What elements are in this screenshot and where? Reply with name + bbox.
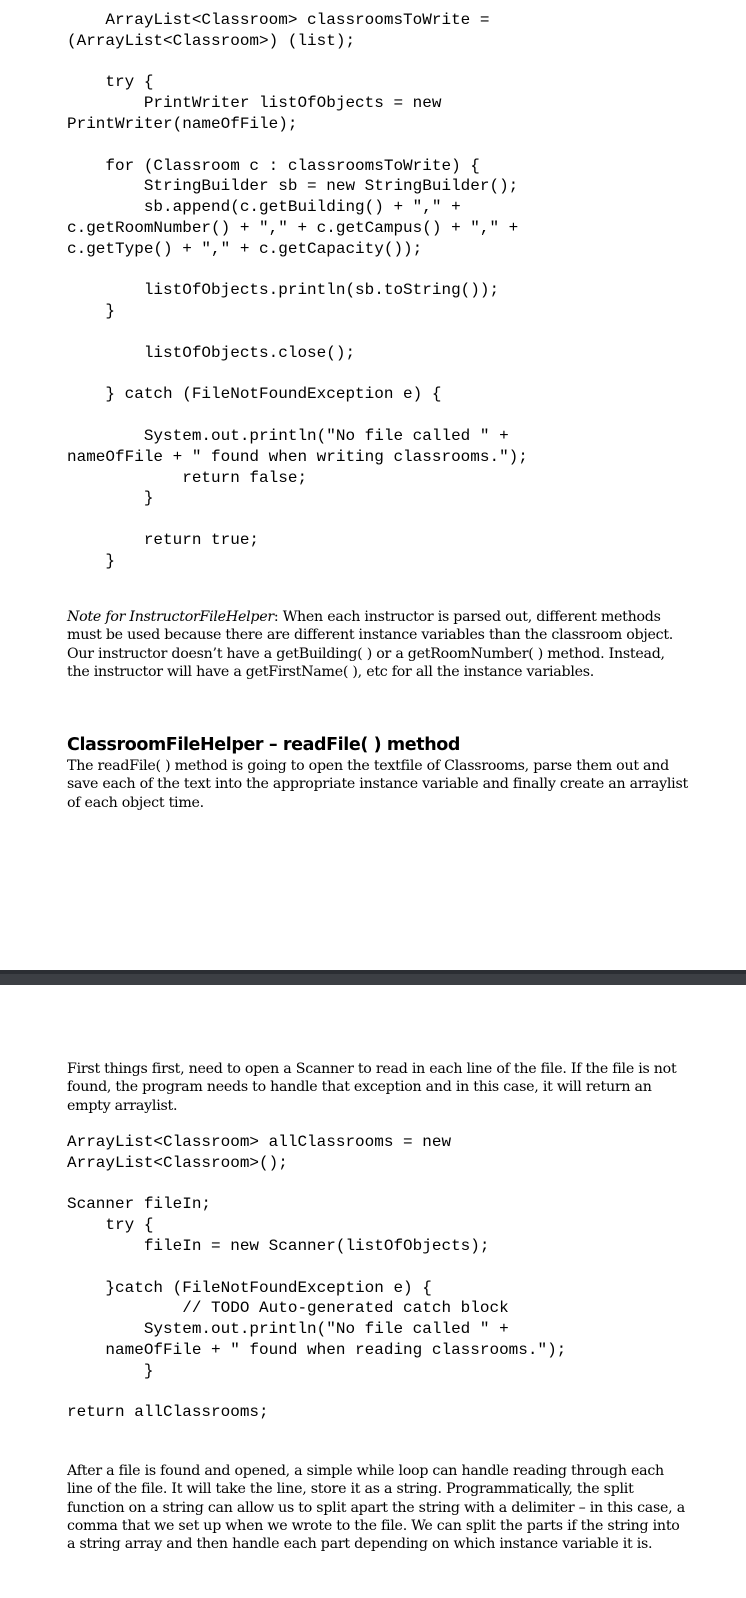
code-block-write-classrooms: [67, 10, 528, 572]
code-line: [67, 52, 528, 73]
code-line: listOfObjects.close();: [67, 343, 356, 362]
code-line: } catch (FileNotFoundException e) {: [67, 385, 442, 404]
section-intro: The readFile( ) method is going to open the textfile of Classrooms, parse them out and save each of the text into the appropriate instance variable and finally create an arraylist of each object time.: [67, 758, 688, 811]
page2-intro: First things first, need to open a Scanner to read in each line of the file. If the file is not found, the program needs to handle that exception and in this case, it will return an empty arraylist.: [67, 1061, 677, 1114]
note-instructor-file-helper: [67, 608, 689, 681]
code-line: [67, 322, 528, 343]
code-line: System.out.println("No file called " +: [67, 1320, 509, 1339]
code-line: nameOfFile + " found when reading classrooms.");: [67, 1340, 567, 1359]
code-line: [67, 364, 528, 385]
code-line: }: [67, 302, 116, 321]
code-line: // TODO Auto-generated catch block: [67, 1299, 509, 1318]
code-line: ArrayList<Classroom> classroomsToWrite =: [67, 11, 490, 29]
code-line: return true;: [67, 530, 260, 549]
code-line: [67, 135, 528, 156]
page-separator: [0, 970, 746, 985]
code-line: try {: [67, 73, 154, 92]
code-line: [67, 1382, 566, 1403]
code-line: ArrayList<Classroom>();: [67, 1153, 288, 1172]
code-line: [67, 1257, 566, 1278]
code-line: [67, 260, 528, 281]
code-line: for (Classroom c : classroomsToWrite) {: [67, 156, 480, 175]
code-line: StringBuilder sb = new StringBuilder();: [67, 177, 519, 196]
code-line: [67, 1174, 566, 1195]
code-line: System.out.println("No file called " +: [67, 426, 509, 445]
code-line: return allClassrooms;: [67, 1403, 269, 1422]
code-line: PrintWriter(nameOfFile);: [67, 114, 298, 133]
code-line: sb.append(c.getBuilding() + "," +: [67, 198, 461, 217]
code-line: nameOfFile + " found when writing classrooms.");: [67, 447, 528, 466]
code-line: }: [67, 1361, 154, 1380]
code-line: listOfObjects.println(sb.toString());: [67, 281, 500, 300]
code-line: }: [67, 551, 116, 570]
code-line: }catch (FileNotFoundException e) {: [67, 1278, 432, 1297]
code-line: (ArrayList<Classroom>) (list);: [67, 31, 356, 50]
code-line: Scanner fileIn;: [67, 1195, 212, 1214]
document-page-2: [0, 985, 746, 1598]
section-heading: ClassroomFileHelper – readFile( ) method: [67, 735, 461, 755]
code-block-read-classrooms: [67, 1132, 566, 1423]
page2-closing: After a file is found and opened, a simple while loop can handle reading through each line of the file. It will take the line, store it as a string. Programmatically, the split function on a string can allow us to split apart the string with a delimiter – in this case, a comma that we set up when we wrote to the file. We can split the parts if the string into a string array and then handle each part depending on which instance variable it is.: [67, 1463, 685, 1553]
code-line: fileIn = new Scanner(listOfObjects);: [67, 1236, 490, 1255]
code-line: return false;: [67, 468, 308, 487]
code-line: ArrayList<Classroom> allClassrooms = new: [67, 1133, 452, 1151]
note-label: Note for InstructorFileHelper: [67, 609, 274, 625]
note-text: : When each instructor is parsed out, different methods must be used because there are different instance variables than the classroom object. Our instructor doesn’t have a getBuilding( ) or a getRoomNumber( ) method. Instead, the instructor will have a getFirstName( ), etc for all the instance variables.: [67, 609, 674, 680]
code-line: try {: [67, 1216, 154, 1235]
code-line: c.getType() + "," + c.getCapacity());: [67, 239, 423, 258]
code-line: }: [67, 489, 154, 508]
code-line: [67, 405, 528, 426]
code-line: PrintWriter listOfObjects = new: [67, 94, 442, 113]
code-line: [67, 509, 528, 530]
code-line: c.getRoomNumber() + "," + c.getCampus() + "," +: [67, 218, 519, 237]
